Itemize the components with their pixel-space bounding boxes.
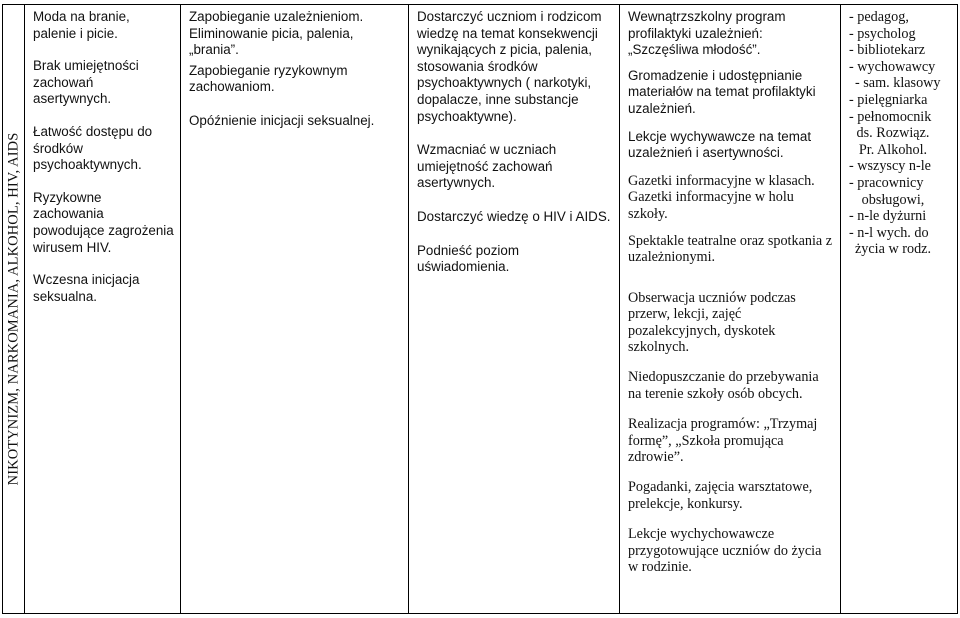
- responsible-item: - pracownicy: [849, 174, 924, 191]
- action-item: Spektakle teatralne oraz spotkania z uzależnionymi.: [628, 232, 833, 266]
- goal-item: Zapobieganie ryzykownym zachowaniom.: [189, 62, 348, 95]
- problems-cell: [25, 5, 181, 614]
- table-row: [3, 5, 958, 614]
- responsible-item: ds. Rozwiąz.: [856, 125, 930, 142]
- responsible-item: - pełnomocnik: [849, 108, 932, 125]
- action-item: Obserwacja uczniów podczas przerw, lekcji, zajęć pozalekcyjnych, dyskotek szkolnych.: [628, 289, 796, 355]
- action-item: Realizacja programów: „Trzymaj formę”, „Szkoła promująca zdrowie”.: [628, 416, 818, 466]
- action-item: Gazetki informacyjne w klasach. Gazetki informacyjne w holu szkoły.: [628, 172, 815, 222]
- action-item: Niedopuszczanie do przebywania na terenie szkoły osób obcych.: [628, 369, 819, 402]
- responsible-item: - bibliotekarz: [849, 42, 926, 59]
- task-item: Dostarczyć wiedzę o HIV i AIDS.: [417, 208, 611, 224]
- tasks-cell: [409, 5, 620, 614]
- action-item: Pogadanki, zajęcia warsztatowe, prelekcje, konkursy.: [628, 479, 813, 512]
- problem-item: Ryzykowne zachowania powodujące zagrożenia wirusem HIV.: [33, 189, 174, 255]
- responsible-item: życia w rodz.: [854, 241, 932, 258]
- responsible-item: - n-le dyżurni: [849, 208, 927, 225]
- problem-item: Łatwość dostępu do środków psychoaktywnych.: [33, 123, 153, 173]
- responsible-cell: [841, 5, 958, 614]
- problem-item: Moda na branie, palenie i picie.: [33, 9, 130, 41]
- problem-item: Wczesna inicjacja seksualna.: [33, 272, 140, 304]
- actions-cell: [620, 5, 841, 614]
- problem-item: Brak umiejętności zachowań asertywnych.: [33, 58, 139, 107]
- task-item: Wzmacniać w uczniach umiejętność zachowań asertywnych.: [417, 142, 557, 191]
- goal-item: Zapobieganie uzależnieniom. Eliminowanie picia, palenia, „brania”.: [189, 9, 364, 58]
- action-item: Lekcje wychychowawcze przygotowujące uczniów do życia w rodzinie.: [628, 526, 822, 576]
- row-header-cell: [3, 5, 25, 614]
- responsible-item: - wszyscy n-le: [849, 158, 931, 175]
- action-item: Gromadzenie i udostępnianie materiałów na temat profilaktyki uzależnień.: [628, 67, 816, 116]
- goals-cell: [181, 5, 409, 614]
- prevention-program-table: [2, 4, 958, 614]
- responsible-item: - wychowawcy: [849, 58, 936, 75]
- responsible-item: - sam. klasowy: [855, 75, 941, 92]
- responsible-item: Pr. Alkohol.: [858, 141, 928, 158]
- responsible-item: - n-l wych. do: [849, 224, 929, 241]
- task-item: Podnieść poziom uświadomienia.: [417, 242, 519, 275]
- row-header-label: NIKOTYNIZM, NARKOMANIA, ALKOHOL, HIV, AIDS: [5, 132, 21, 486]
- action-item: Lekcje wychywawcze na temat uzależnień i asertywności.: [628, 128, 812, 161]
- responsible-item: - pielęgniarka: [849, 91, 928, 108]
- goal-item: Opóźnienie inicjacji seksualnej.: [189, 112, 375, 128]
- task-item: Dostarczyć uczniom i rodzicom wiedzę na temat konsekwencji wynikających z picia, palenia, stosowania środków psychoaktywnych ( narkotyki, dopalacze, inne substancje psychoaktywne).: [417, 9, 602, 124]
- action-item: Wewnątrzszkolny program profilaktyki uzależnień: „Szczęśliwa młodość”.: [628, 9, 786, 58]
- responsible-item: - pedagog,: [849, 9, 909, 25]
- responsible-item: obsługowi,: [861, 191, 925, 208]
- responsible-item: - psycholog: [849, 25, 916, 42]
